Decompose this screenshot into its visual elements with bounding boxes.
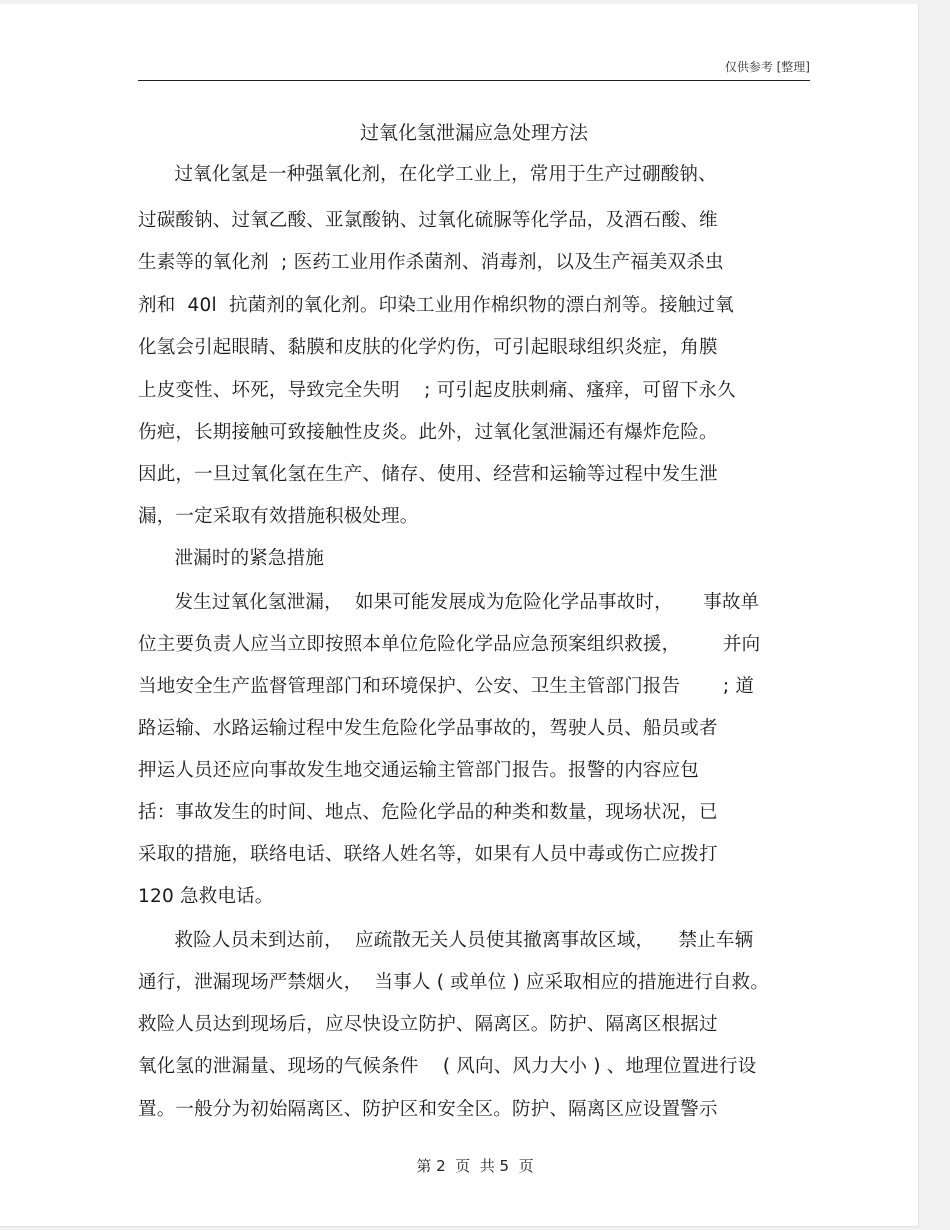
document-page bbox=[0, 4, 919, 1227]
body-line: 伤疤，长期接触可致接触性皮炎。此外，过氧化氢泄漏还有爆炸危险。 bbox=[138, 422, 718, 443]
body-line: 泄漏时的紧急措施 bbox=[138, 548, 325, 569]
body-line: 120 急救电话。 bbox=[138, 886, 274, 907]
body-line: 生素等的氧化剂 ; 医药工业用作杀菌剂、消毒剂，以及生产福美双杀虫 bbox=[138, 252, 724, 273]
body-line: 因此，一旦过氧化氢在生产、储存、使用、经营和运输等过程中发生泄 bbox=[138, 464, 718, 485]
body-line: 剂和 40l 抗菌剂的氧化剂。印染工业用作棉织物的漂白剂等。接触过氧 bbox=[138, 295, 734, 316]
body-line: 氧化氢的泄漏量、现场的气候条件 ( 风向、风力大小 ) 、地理位置进行设 bbox=[138, 1056, 757, 1077]
body-line: 上皮变性、坏死，导致完全失明 ; 可引起皮肤刺痛、瘙痒，可留下永久 bbox=[138, 380, 736, 401]
body-line: 置。一般分为初始隔离区、防护区和安全区。防护、隔离区应设置警示 bbox=[138, 1099, 718, 1120]
body-line: 救险人员达到现场后，应尽快设立防护、隔离区。防护、隔离区根据过 bbox=[138, 1014, 718, 1035]
body-line: 括：事故发生的时间、地点、危险化学品的种类和数量，现场状况，已 bbox=[138, 802, 718, 823]
body-line: 化氢会引起眼睛、黏膜和皮肤的化学灼伤，可引起眼球组织炎症，角膜 bbox=[138, 337, 718, 358]
body-line: 押运人员还应向事故发生地交通运输主管部门报告。报警的内容应包 bbox=[138, 760, 700, 781]
body-line: 救险人员未到达前， 应疏散无关人员使其撤离事故区域， 禁止车辆 bbox=[138, 930, 754, 951]
body-line: 通行，泄漏现场严禁烟火， 当事人 ( 或单位 ) 应采取相应的措施进行自救。 bbox=[138, 972, 770, 993]
page-footer: 第 2 页 共 5 页 bbox=[416, 1157, 534, 1175]
body-line: 过氧化氢是一种强氧化剂，在化学工业上，常用于生产过硼酸钠、 bbox=[138, 164, 717, 185]
body-line: 漏，一定采取有效措施积极处理。 bbox=[138, 506, 419, 527]
body-line: 位主要负责人应当立即按照本单位危险化学品应急预案组织救援， 并向 bbox=[138, 634, 761, 655]
body-line: 过碳酸钠、过氧乙酸、亚氯酸钠、过氧化硫脲等化学品，及酒石酸、维 bbox=[138, 210, 718, 231]
document-title: 过氧化氢泄漏应急处理方法 bbox=[359, 122, 588, 144]
page-header bbox=[138, 52, 810, 81]
body-line: 采取的措施，联络电话、联络人姓名等，如果有人员中毒或伤亡应拨打 bbox=[138, 844, 718, 865]
header-label: 仅供参考 [整理] bbox=[724, 60, 810, 74]
body-line: 路运输、水路运输过程中发生危险化学品事故的，驾驶人员、船员或者 bbox=[138, 718, 718, 739]
body-line: 当地安全生产监督管理部门和环境保护、公安、卫生主管部门报告 ; 道 bbox=[138, 676, 755, 697]
body-line: 发生过氧化氢泄漏， 如果可能发展成为危险化学品事故时， 事故单 bbox=[138, 592, 760, 613]
